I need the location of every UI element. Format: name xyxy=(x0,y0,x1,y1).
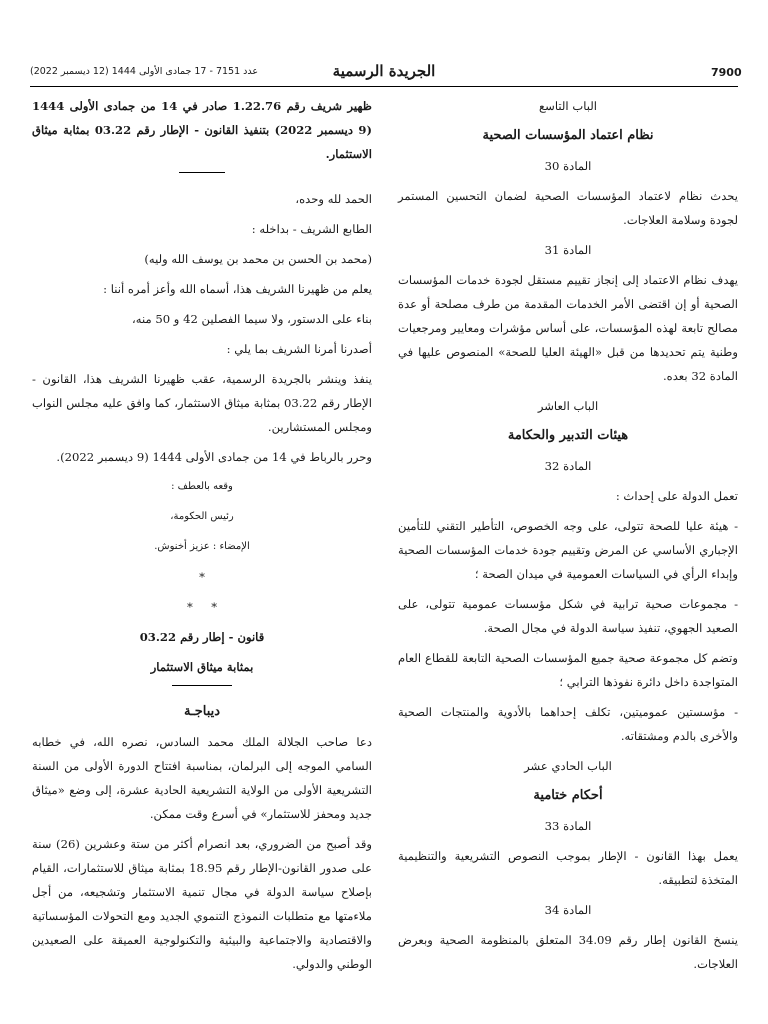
prime-minister-title: رئيس الحكومة، xyxy=(170,511,234,522)
royal-order: أصدرنا أمرنا الشريف بما يلي : xyxy=(226,342,372,356)
preamble-paragraph-1: دعا صاحب الجلالة الملك محمد السادس، نصره الله، في خطابه السامي الموجه إلى البرلمان، بمناسبة افتتاح الدورة الأولى من السنة التشريعية الأولى من الولاية التشريعية الحادية عشرة، إلى وضع «ميثاق جديد ومحفز للاستثمار» في أسرع وقت ممكن. xyxy=(32,735,372,821)
praise-line: الحمد لله وحده، xyxy=(295,192,372,206)
dahir-title: ظهير شريف رقم 1.22.76 صادر في 14 من جمادى الأولى 1444 (9 ديسمبر 2022) بتنفيذ القانون - الإطار رقم 03.22 بمثابة ميثاق الاستثمار. xyxy=(32,99,373,161)
stars-ornament: * * xyxy=(186,600,218,614)
part-11-heading: الباب الحادي عشر xyxy=(524,759,612,773)
star-ornament: * xyxy=(199,570,205,584)
part-10-heading: الباب العاشر xyxy=(537,399,599,413)
legal-basis: بناء على الدستور، ولا سيما الفصلين 42 و 50 منه، xyxy=(132,312,372,326)
article-31-label: المادة 31 xyxy=(544,243,592,257)
execution-clause: ينفذ وينشر بالجريدة الرسمية، عقب ظهيرنا الشريف هذا، القانون - الإطار رقم 03.22 بمثابة ميثاق الاستثمار، كما وافق عليه مجلس النواب ومجلس المستشارين. xyxy=(32,372,373,434)
part-9-heading: الباب التاسع xyxy=(538,99,598,113)
left-column xyxy=(32,94,372,982)
divider xyxy=(179,172,225,173)
article-32-item-3: - مؤسستين عموميتين، تكلف إحداهما بالأدوية والمنتجات الصحية والأخرى بالدم ومشتقاته. xyxy=(398,705,738,743)
page-header xyxy=(30,62,742,87)
article-32-label: المادة 32 xyxy=(544,459,592,473)
article-34-label: المادة 34 xyxy=(544,903,592,917)
right-column xyxy=(398,94,738,982)
article-32-item-2-continued: وتضم كل مجموعة صحية جميع المؤسسات الصحية التابعة للقطاع العام المتواجدة داخل دائرة نفوذها الترابي ؛ xyxy=(398,651,738,689)
article-30-label: المادة 30 xyxy=(544,159,592,173)
signature: الإمضاء : عزيز أخنوش. xyxy=(154,541,250,552)
part-10-title: هيئات التدبير والحكامة xyxy=(507,428,629,443)
article-31-text: يهدف نظام الاعتماد إلى إنجاز تقييم مستقل لجودة خدمات المؤسسات الصحية أو إن اقتضى الأمر الخدمات المقدمة من طرف مصلحة أو عدة مصالح تابعة لهذه المؤسسات، على أساس مؤشرات ومعايير ومرجعيات وطنية يتم تحديدها من قبل «الهيئة العليا للصحة» المنصوص عليها في المادة 32 بعده. xyxy=(398,273,738,383)
announcement: يعلم من ظهيرنا الشريف هذا، أسماه الله وأعز أمره أننا : xyxy=(103,282,372,296)
law-title: قانون - إطار رقم 03.22 xyxy=(139,630,265,644)
done-at: وحرر بالرباط في 14 من جمادى الأولى 1444 (9 ديسمبر 2022). xyxy=(56,450,372,464)
part-11-title: أحكام ختامية xyxy=(533,788,603,803)
seal-label: الطابع الشريف - بداخله : xyxy=(251,222,372,236)
article-30-text: يحدث نظام لاعتماد المؤسسات الصحية لضمان التحسين المستمر لجودة وسلامة العلاجات. xyxy=(398,189,738,227)
countersigned-label: وقعه بالعطف : xyxy=(171,481,233,492)
article-32-item-2: - مجموعات صحية ترابية في شكل مؤسسات عمومية تتولى، على الصعيد الجهوي، تنفيذ سياسة الدولة في مجال الصحة. xyxy=(398,597,738,635)
seal-name: (محمد بن الحسن بن محمد بن يوسف الله وليه) xyxy=(144,252,372,266)
law-subtitle: بمثابة ميثاق الاستثمار xyxy=(150,660,254,674)
article-33-label: المادة 33 xyxy=(544,819,592,833)
gazette-title: الجريدة الرسمية xyxy=(332,62,436,80)
page-number: 7900 xyxy=(711,66,742,79)
article-32-item-1: - هيئة عليا للصحة تتولى، على وجه الخصوص، التأطير التقني للتأمين الإجباري الأساسي عن المرض وتقييم جودة خدمات المؤسسات الصحية وإبداء الرأي في السياسات العمومية في ميدان الصحة ؛ xyxy=(398,519,738,581)
issue-info: عدد 7151 - 17 جمادى الأولى 1444 (12 ديسمبر 2022) xyxy=(30,66,259,77)
article-34-text: ينسخ القانون إطار رقم 34.09 المتعلق بالمنظومة الصحية وبعرض العلاجات. xyxy=(398,933,738,971)
article-33-text: يعمل بهذا القانون - الإطار بموجب النصوص التشريعية والتنظيمية المتخذة لتطبيقه. xyxy=(398,849,738,887)
divider xyxy=(172,685,232,686)
preamble-heading: ديباجـة xyxy=(183,704,221,719)
preamble-paragraph-2: وقد أصبح من الضروري، بعد انصرام أكثر من ستة وعشرين (26) سنة على صدور القانون-الإطار رقم 18.95 بمثابة ميثاق للاستثمارات، القيام بإصلاح سياسة الدولة في مجال تنمية الاستثمار وتشجيعه، من أجل ملاءمتها مع متطلبات النموذج التنموي الجديد ومع التحولات المؤسساتية والاقتصادية والاجتماعية والبيئية والتكنولوجية العميقة على الصعيدين الوطني والدولي. xyxy=(32,837,372,971)
article-32-intro: تعمل الدولة على إحداث : xyxy=(615,489,738,503)
part-9-title: نظام اعتماد المؤسسات الصحية xyxy=(482,128,654,143)
